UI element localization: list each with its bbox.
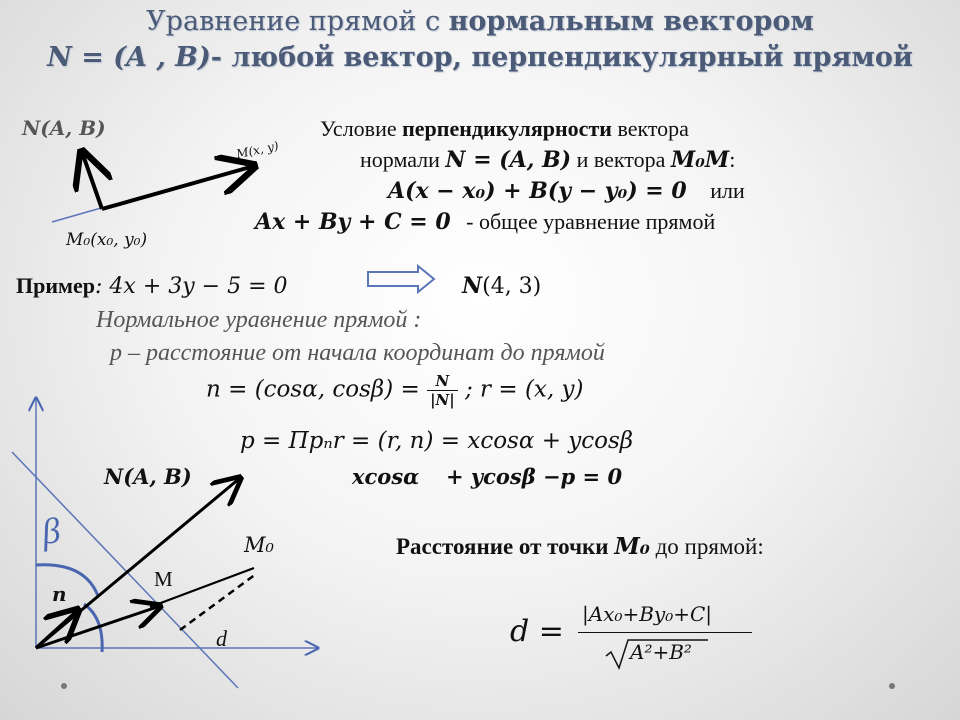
general-equation-caption: - общее уравнение прямой [466, 209, 716, 234]
example-normal-symbol: N [462, 273, 483, 299]
radius-vector-definition: ; r = (x, y) [465, 376, 584, 403]
normal-form-part2: + ycosβ −p = 0 [445, 464, 623, 489]
condition-bold: перпендикулярности [402, 116, 612, 141]
condition-text-end: вектора [611, 116, 689, 141]
condition-normal-vector: N = (A, B) [445, 147, 572, 173]
normal-equation-heading: Нормальное уравнение прямой : [96, 307, 422, 333]
normal-form-part1: xcosα [352, 464, 420, 489]
distance-denominator: A²+B² [630, 640, 692, 664]
condition-colon: : [729, 147, 736, 172]
example-normal-value: (4, 3) [482, 274, 542, 299]
point-m-label: M [154, 567, 173, 591]
perpendicularity-equation: A(x − x₀) + B(y − y₀) = 0 [388, 178, 687, 204]
diagram1-normal-vector [82, 152, 102, 209]
title-normal-vector: N = (A , B) [47, 42, 211, 73]
diagram2-normal-label: N(A, B) [104, 464, 192, 489]
projection-equation: p = Прₙr = (r, n) = xcosα + ycosβ [240, 428, 634, 454]
distance-heading-text: Расстояние от точки [396, 534, 615, 559]
title-text: Уравнение прямой с [146, 6, 449, 37]
distance-fraction-bar [578, 632, 752, 633]
distance-heading-point: M₀ [614, 533, 650, 560]
slide-dot-right [889, 683, 895, 689]
diagram1-m0-label: M₀(x₀, y₀) [66, 230, 148, 250]
condition-normal-text: нормали [360, 147, 446, 172]
fraction-numerator: N [427, 372, 458, 391]
condition-text: Условие [320, 116, 403, 141]
or-text: или [710, 178, 745, 203]
normal-form-equation [352, 464, 622, 489]
condition-m0m-vector: M₀M [670, 147, 730, 173]
implies-arrow [368, 266, 434, 292]
distance-d-label: d [216, 626, 227, 651]
distance-heading-end: до прямой: [649, 534, 764, 559]
example-equation: : 4x + 3y − 5 = 0 [95, 274, 288, 299]
beta-angle-label: β [39, 509, 63, 553]
slide-dot-left [61, 683, 67, 689]
condition-line2 [360, 147, 735, 173]
diagram2-radius-vector [36, 606, 160, 648]
condition-line1 [320, 116, 689, 142]
general-equation: Ax + By + C = 0 [255, 209, 451, 235]
unit-normal-left: n = (cosα, cosβ) = [206, 376, 420, 403]
example-line [16, 273, 288, 299]
title-bold-text: нормальным вектором [448, 6, 814, 37]
fraction-denominator: |N| [430, 391, 455, 409]
diagram1-normal-label: N(A, B) [22, 116, 106, 140]
diagram1-m-label: M(x, y) [235, 138, 280, 162]
condition-line3 [388, 178, 745, 204]
condition-line4 [255, 209, 715, 235]
point-m0-label: M₀ [244, 533, 274, 557]
p-description: p – расстояние от начала координат до прямой [110, 340, 605, 366]
distance-heading [396, 533, 764, 560]
diagram1-m0m-vector [102, 166, 254, 209]
distance-d-equals: d = [510, 614, 564, 649]
distance-numerator: |Ax₀+By₀+C| [582, 602, 713, 626]
example-normal [462, 273, 541, 299]
unit-normal-label: n [52, 582, 67, 606]
example-label: Пример [16, 273, 96, 298]
title-subtitle: - любой вектор, перпендикулярный прямой [210, 42, 913, 73]
unit-normal-fraction [427, 372, 458, 409]
unit-normal-definition [206, 372, 583, 409]
beta-arc [36, 565, 98, 596]
condition-and-text: и вектора [571, 147, 671, 172]
